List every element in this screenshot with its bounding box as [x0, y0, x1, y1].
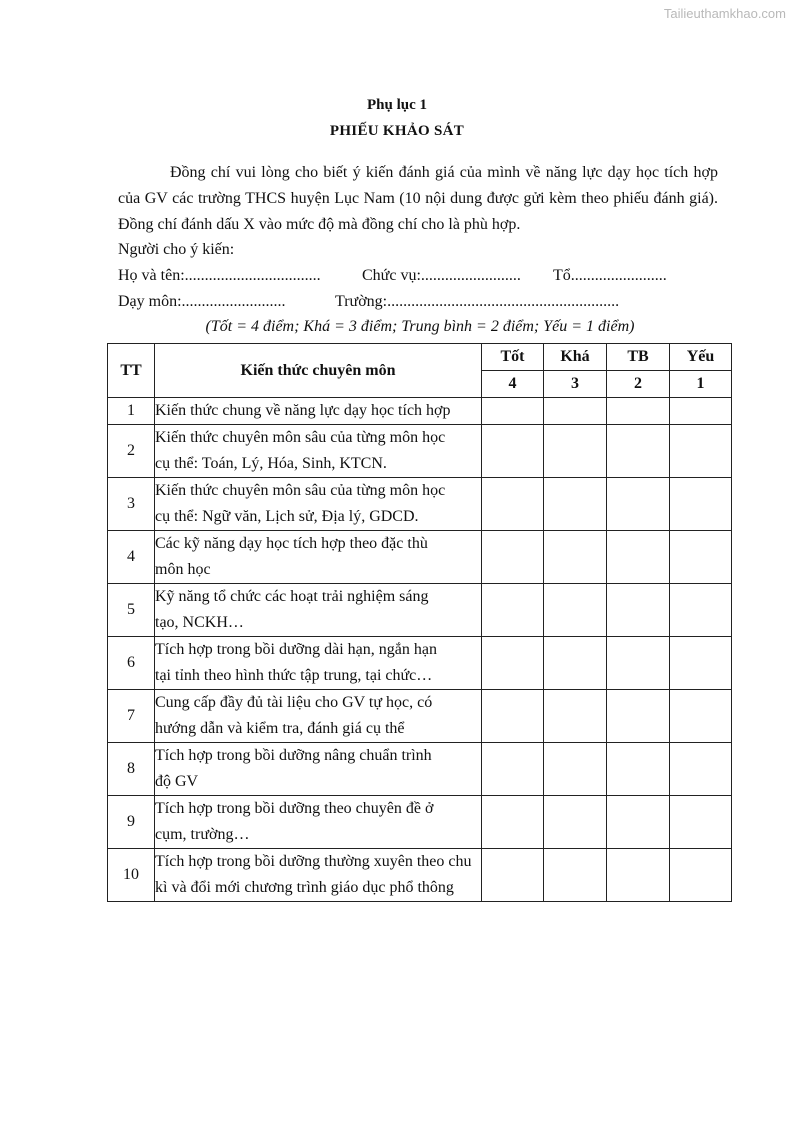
rating-cell-average[interactable] — [607, 425, 670, 478]
row-number: 9 — [108, 796, 155, 849]
row-number: 5 — [108, 584, 155, 637]
watermark: Tailieuthamkhao.com — [663, 6, 786, 21]
table-row — [108, 690, 732, 743]
rating-cell-fair[interactable] — [544, 531, 607, 584]
rating-cell-weak[interactable] — [670, 478, 732, 531]
respondent-label: Người cho ý kiến: — [118, 241, 235, 258]
rating-cell-average[interactable] — [607, 743, 670, 796]
row-number: 8 — [108, 743, 155, 796]
rating-cell-good[interactable] — [482, 425, 544, 478]
header-content: Kiến thức chuyên môn — [155, 344, 482, 398]
rating-cell-good[interactable] — [482, 584, 544, 637]
row-number: 10 — [108, 849, 155, 902]
row-content: Cung cấp đầy đủ tài liệu cho GV tự học, có hướng dẫn và kiểm tra, đánh giá cụ thể — [155, 690, 482, 743]
rating-cell-weak[interactable] — [670, 743, 732, 796]
rating-cell-fair[interactable] — [544, 849, 607, 902]
table-row — [108, 849, 732, 902]
table-row — [108, 743, 732, 796]
row-content: Kỹ năng tổ chức các hoạt trải nghiệm sáng tạo, NCKH… — [155, 584, 482, 637]
table-row — [108, 425, 732, 478]
group-field[interactable]: Tổ........................ — [553, 267, 667, 284]
rating-cell-average[interactable] — [607, 478, 670, 531]
row-number: 6 — [108, 637, 155, 690]
rating-cell-fair[interactable] — [544, 637, 607, 690]
rating-cell-fair[interactable] — [544, 584, 607, 637]
row-content: Tích hợp trong bồi dưỡng dài hạn, ngắn hạn tại tỉnh theo hình thức tập trung, tại chức… — [155, 637, 482, 690]
school-field[interactable]: Trường:.......................................................... — [335, 293, 620, 310]
row-content: Tích hợp trong bồi dưỡng thường xuyên theo chu kì và đổi mới chương trình giáo dục phổ thông — [155, 849, 482, 902]
header-level-good: Tốt — [482, 344, 544, 371]
rating-cell-fair[interactable] — [544, 690, 607, 743]
row-content: Kiến thức chung về năng lực dạy học tích hợp — [155, 398, 482, 425]
intro-paragraph: Đồng chí vui lòng cho biết ý kiến đánh giá của mình về năng lực dạy học tích hợp của GV các trường THCS huyện Lục Nam (10 nội dung được gửi kèm theo phiếu đánh giá). Đồng chí đánh dấu X vào mức độ mà đồng chí cho là phù hợp. — [118, 164, 718, 233]
row-content: Kiến thức chuyên môn sâu của từng môn học cụ thể: Ngữ văn, Lịch sử, Địa lý, GDCD. — [155, 478, 482, 531]
rating-cell-average[interactable] — [607, 531, 670, 584]
header-level-fair: Khá — [544, 344, 607, 371]
survey-table — [107, 343, 732, 902]
header-level-average: TB — [607, 344, 670, 371]
table-row — [108, 531, 732, 584]
rating-cell-good[interactable] — [482, 531, 544, 584]
table-row — [108, 796, 732, 849]
rating-cell-good[interactable] — [482, 690, 544, 743]
rating-cell-fair[interactable] — [544, 398, 607, 425]
row-content: Tích hợp trong bồi dưỡng theo chuyên đề ở cụm, trường… — [155, 796, 482, 849]
table-row — [108, 478, 732, 531]
header-score-fair: 3 — [544, 371, 607, 398]
rating-cell-fair[interactable] — [544, 478, 607, 531]
rating-cell-weak[interactable] — [670, 584, 732, 637]
row-number: 7 — [108, 690, 155, 743]
rating-cell-good[interactable] — [482, 637, 544, 690]
rating-cell-good[interactable] — [482, 398, 544, 425]
rating-cell-weak[interactable] — [670, 690, 732, 743]
rating-cell-average[interactable] — [607, 637, 670, 690]
table-row — [108, 398, 732, 425]
header-level-weak: Yếu — [670, 344, 732, 371]
rating-cell-average[interactable] — [607, 849, 670, 902]
header-score-good: 4 — [482, 371, 544, 398]
rating-cell-average[interactable] — [607, 398, 670, 425]
header-tt: TT — [108, 344, 155, 398]
rating-cell-fair[interactable] — [544, 796, 607, 849]
name-field[interactable]: Họ và tên:.................................. — [118, 267, 321, 284]
rating-cell-fair[interactable] — [544, 425, 607, 478]
rating-cell-average[interactable] — [607, 796, 670, 849]
rating-cell-fair[interactable] — [544, 743, 607, 796]
rating-cell-good[interactable] — [482, 796, 544, 849]
header-score-average: 2 — [607, 371, 670, 398]
table-row — [108, 584, 732, 637]
row-content: Kiến thức chuyên môn sâu của từng môn học cụ thể: Toán, Lý, Hóa, Sinh, KTCN. — [155, 425, 482, 478]
rating-cell-weak[interactable] — [670, 398, 732, 425]
scale-note: (Tốt = 4 điểm; Khá = 3 điểm; Trung bình = 2 điểm; Yếu = 1 điểm) — [205, 318, 635, 335]
rating-cell-good[interactable] — [482, 743, 544, 796]
row-number: 1 — [108, 398, 155, 425]
appendix-label: Phụ lục 1 — [366, 97, 427, 113]
row-content: Các kỹ năng dạy học tích hợp theo đặc thù môn học — [155, 531, 482, 584]
row-number: 4 — [108, 531, 155, 584]
rating-cell-weak[interactable] — [670, 849, 732, 902]
rating-cell-average[interactable] — [607, 690, 670, 743]
subject-field[interactable]: Dạy môn:.......................... — [118, 293, 286, 310]
row-number: 3 — [108, 478, 155, 531]
rating-cell-good[interactable] — [482, 849, 544, 902]
row-number: 2 — [108, 425, 155, 478]
rating-cell-weak[interactable] — [670, 531, 732, 584]
position-field[interactable]: Chức vụ:......................... — [362, 267, 521, 284]
rating-cell-weak[interactable] — [670, 637, 732, 690]
page-title: PHIẾU KHẢO SÁT — [329, 123, 465, 139]
rating-cell-good[interactable] — [482, 478, 544, 531]
header-score-weak: 1 — [670, 371, 732, 398]
row-content: Tích hợp trong bồi dưỡng nâng chuẩn trình độ GV — [155, 743, 482, 796]
rating-cell-weak[interactable] — [670, 796, 732, 849]
rating-cell-weak[interactable] — [670, 425, 732, 478]
table-row — [108, 637, 732, 690]
rating-cell-average[interactable] — [607, 584, 670, 637]
